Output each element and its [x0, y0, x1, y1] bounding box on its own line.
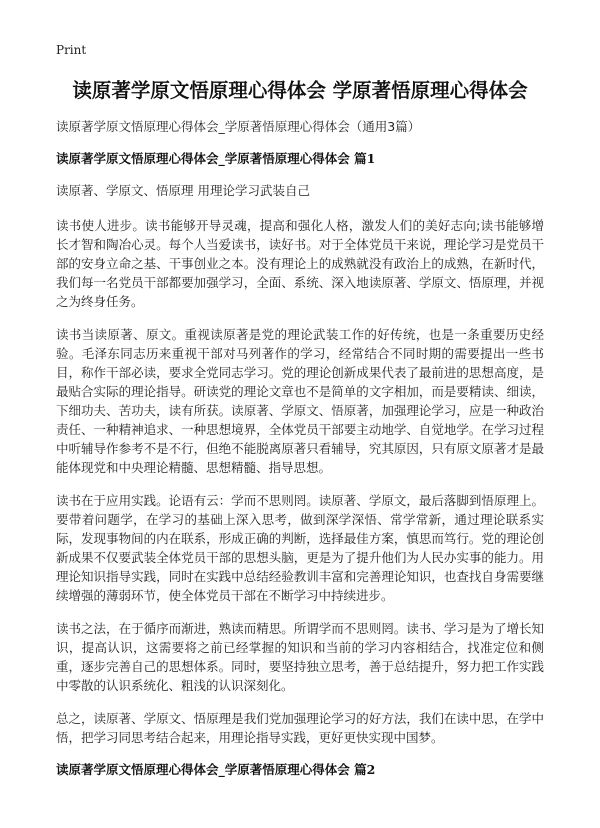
paragraph-2: 读书当读原著、原文。重视读原著是党的理论武装工作的好传统，也是一条重要历史经验。毛泽东同志历来重视干部对马列著作的学习，经常结合不同时期的需要提出一些书目，称作干部必读，要求全党同志学习。党的理论创新成果代表了最前进的思想高度，是最贴合实际的理论指导。研读党的理论文章也不是简单的文字相加，而是要精读、细读，下细功夫、苦功夫，读有所获。读原著、学原文、悟原著，加强理论学习，应是一种政治责任、一种精神追求、一种思想境界，全体党员干部要主动地学、自觉地学。在学习过程中听辅导作参考不是不行，但绝不能脱离原著只看辅导，究其原因，只有原文原著才是最能体现党和中央理论精髓、思想精髓、指导思想。 — [56, 327, 544, 475]
paragraph-5: 总之，读原著、学原文、悟原理是我们党加强理论学习的好方法，我们在读中思，在学中悟，把学习同思考结合起来，用理论指导实践，更好更快实现中国梦。 — [56, 711, 544, 745]
page-title: 读原著学原文悟原理心得体会 学原著悟原理心得体会 — [72, 79, 528, 102]
document-subtitle: 读原著学原文悟原理心得体会_学原著悟原理心得体会（通用3篇） — [56, 119, 421, 134]
paragraph-1: 读书使人进步。读书能够开导灵魂，提高和强化人格，激发人们的美好志向;读书能够增长才智和陶冶心灵。每个人当爱读书，读好书。对于全体党员干来说，理论学习是党员干部的安身立命之基、干事创业之本。没有理论上的成熟就没有政治上的成熟，在新时代，我们每一名党员干部都要加强学习，全面、系统、深入地读原著、学原文、悟原理，并视之为终身任务。 — [56, 218, 544, 309]
section-heading-2: 读原著学原文悟原理心得体会_学原著悟原理心得体会 篇2 — [56, 762, 376, 777]
section-heading-1: 读原著学原文悟原理心得体会_学原著悟原理心得体会 篇1 — [56, 151, 376, 166]
paragraph-3: 读书在于应用实践。论语有云：学而不思则罔。读原著、学原文，最后落脚到悟原理上。要带着问题学，在学习的基础上深入思考，做到深学深悟、常学常新，通过理论联系实际，发现事物间的内在联系，形成正确的判断，选择最佳方案，慎思而笃行。党的理论创新成果不仅要武装全体党员干部的思想头脑，更是为了提升他们为人民办实事的能力。用理论知识指导实践，同时在实践中总结经验教训丰富和完善理论知识，也查找自身需要继续增强的薄弱环节，使全体党员干部在不断学习中持续进步。 — [56, 493, 544, 603]
section-subheading-1: 读原著、学原文、悟原理 用理论学习武装自己 — [56, 183, 310, 198]
print-label: Print — [56, 43, 87, 57]
paragraph-4: 读书之法，在于循序而渐进，熟读而精思。所谓学而不思则罔。读书、学习是为了增长知识，提高认识，这需要将之前已经掌握的知识和当前的学习内容相结合，找准定位和侧重，逐步完善自己的思想体系。同时，要坚持独立思考，善于总结提升，努力把工作实践中零散的认识系统化、粗浅的认识深刻化。 — [56, 621, 544, 693]
